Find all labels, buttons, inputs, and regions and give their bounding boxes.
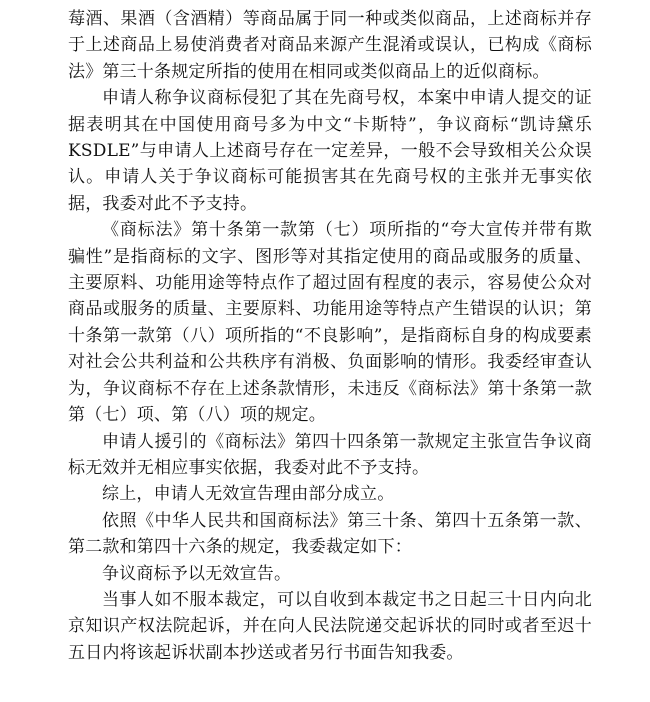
paragraph-appeal-notice: 当事人如不服本裁定，可以自收到本裁定书之日起三十日内向北京知识产权法院起诉，并在向人民法院递交起诉状的同时或者至迟十五日内将该起诉状副本抄送或者另行书面告知我委。 bbox=[68, 589, 592, 663]
paragraph-trade-name-claim: 申请人称争议商标侵犯了其在先商号权，本案中申请人提交的证据表明其在中国使用商号多为中文“卡斯特”，争议商标“凯诗黛乐KSDLE”与申请人上述商号存在一定差异，一般不会导致相关公众误认。申请人关于争议商标可能损害其在先商号权的主张并无事实依据，我委对此不予支持。 bbox=[68, 88, 592, 214]
paragraph-continuation: 莓酒、果酒（含酒精）等商品属于同一种或类似商品，上述商标并存于上述商品上易使消费者对商品来源产生混淆或误认，已构成《商标法》第三十条规定所指的使用在相同或类似商品上的近似商标。 bbox=[68, 9, 592, 82]
paragraph-ruling: 争议商标予以无效宣告。 bbox=[102, 563, 292, 584]
paragraph-summary: 综上，申请人无效宣告理由部分成立。 bbox=[102, 484, 395, 505]
paragraph-article-10-analysis: 《商标法》第十条第一款第（七）项所指的“夸大宣传并带有欺骗性”是指商标的文字、图形等对其指定使用的商品或服务的质量、主要原料、功能用途等特点作了超过固有程度的表示，容易使公众对商品或服务的质量、主要原料、功能用途等特点产生错误的认识；第十条第一款第（八）项所指的“不良影响”，是指商标自身的构成要素对社会公共利益和公共秩序有消极、负面影响的情形。我委经审查认为，争议商标不存在上述条款情形，未违反《商标法》第十条第一款第（七）项、第（八）项的规定。 bbox=[68, 220, 592, 426]
paragraph-article-44-claim: 申请人援引的《商标法》第四十四条第一款规定主张宣告争议商标无效并无相应事实依据，我委对此不予支持。 bbox=[68, 431, 592, 478]
paragraph-legal-basis: 依照《中华人民共和国商标法》第三十条、第四十五条第一款、第二款和第四十六条的规定，我委裁定如下： bbox=[68, 510, 592, 558]
